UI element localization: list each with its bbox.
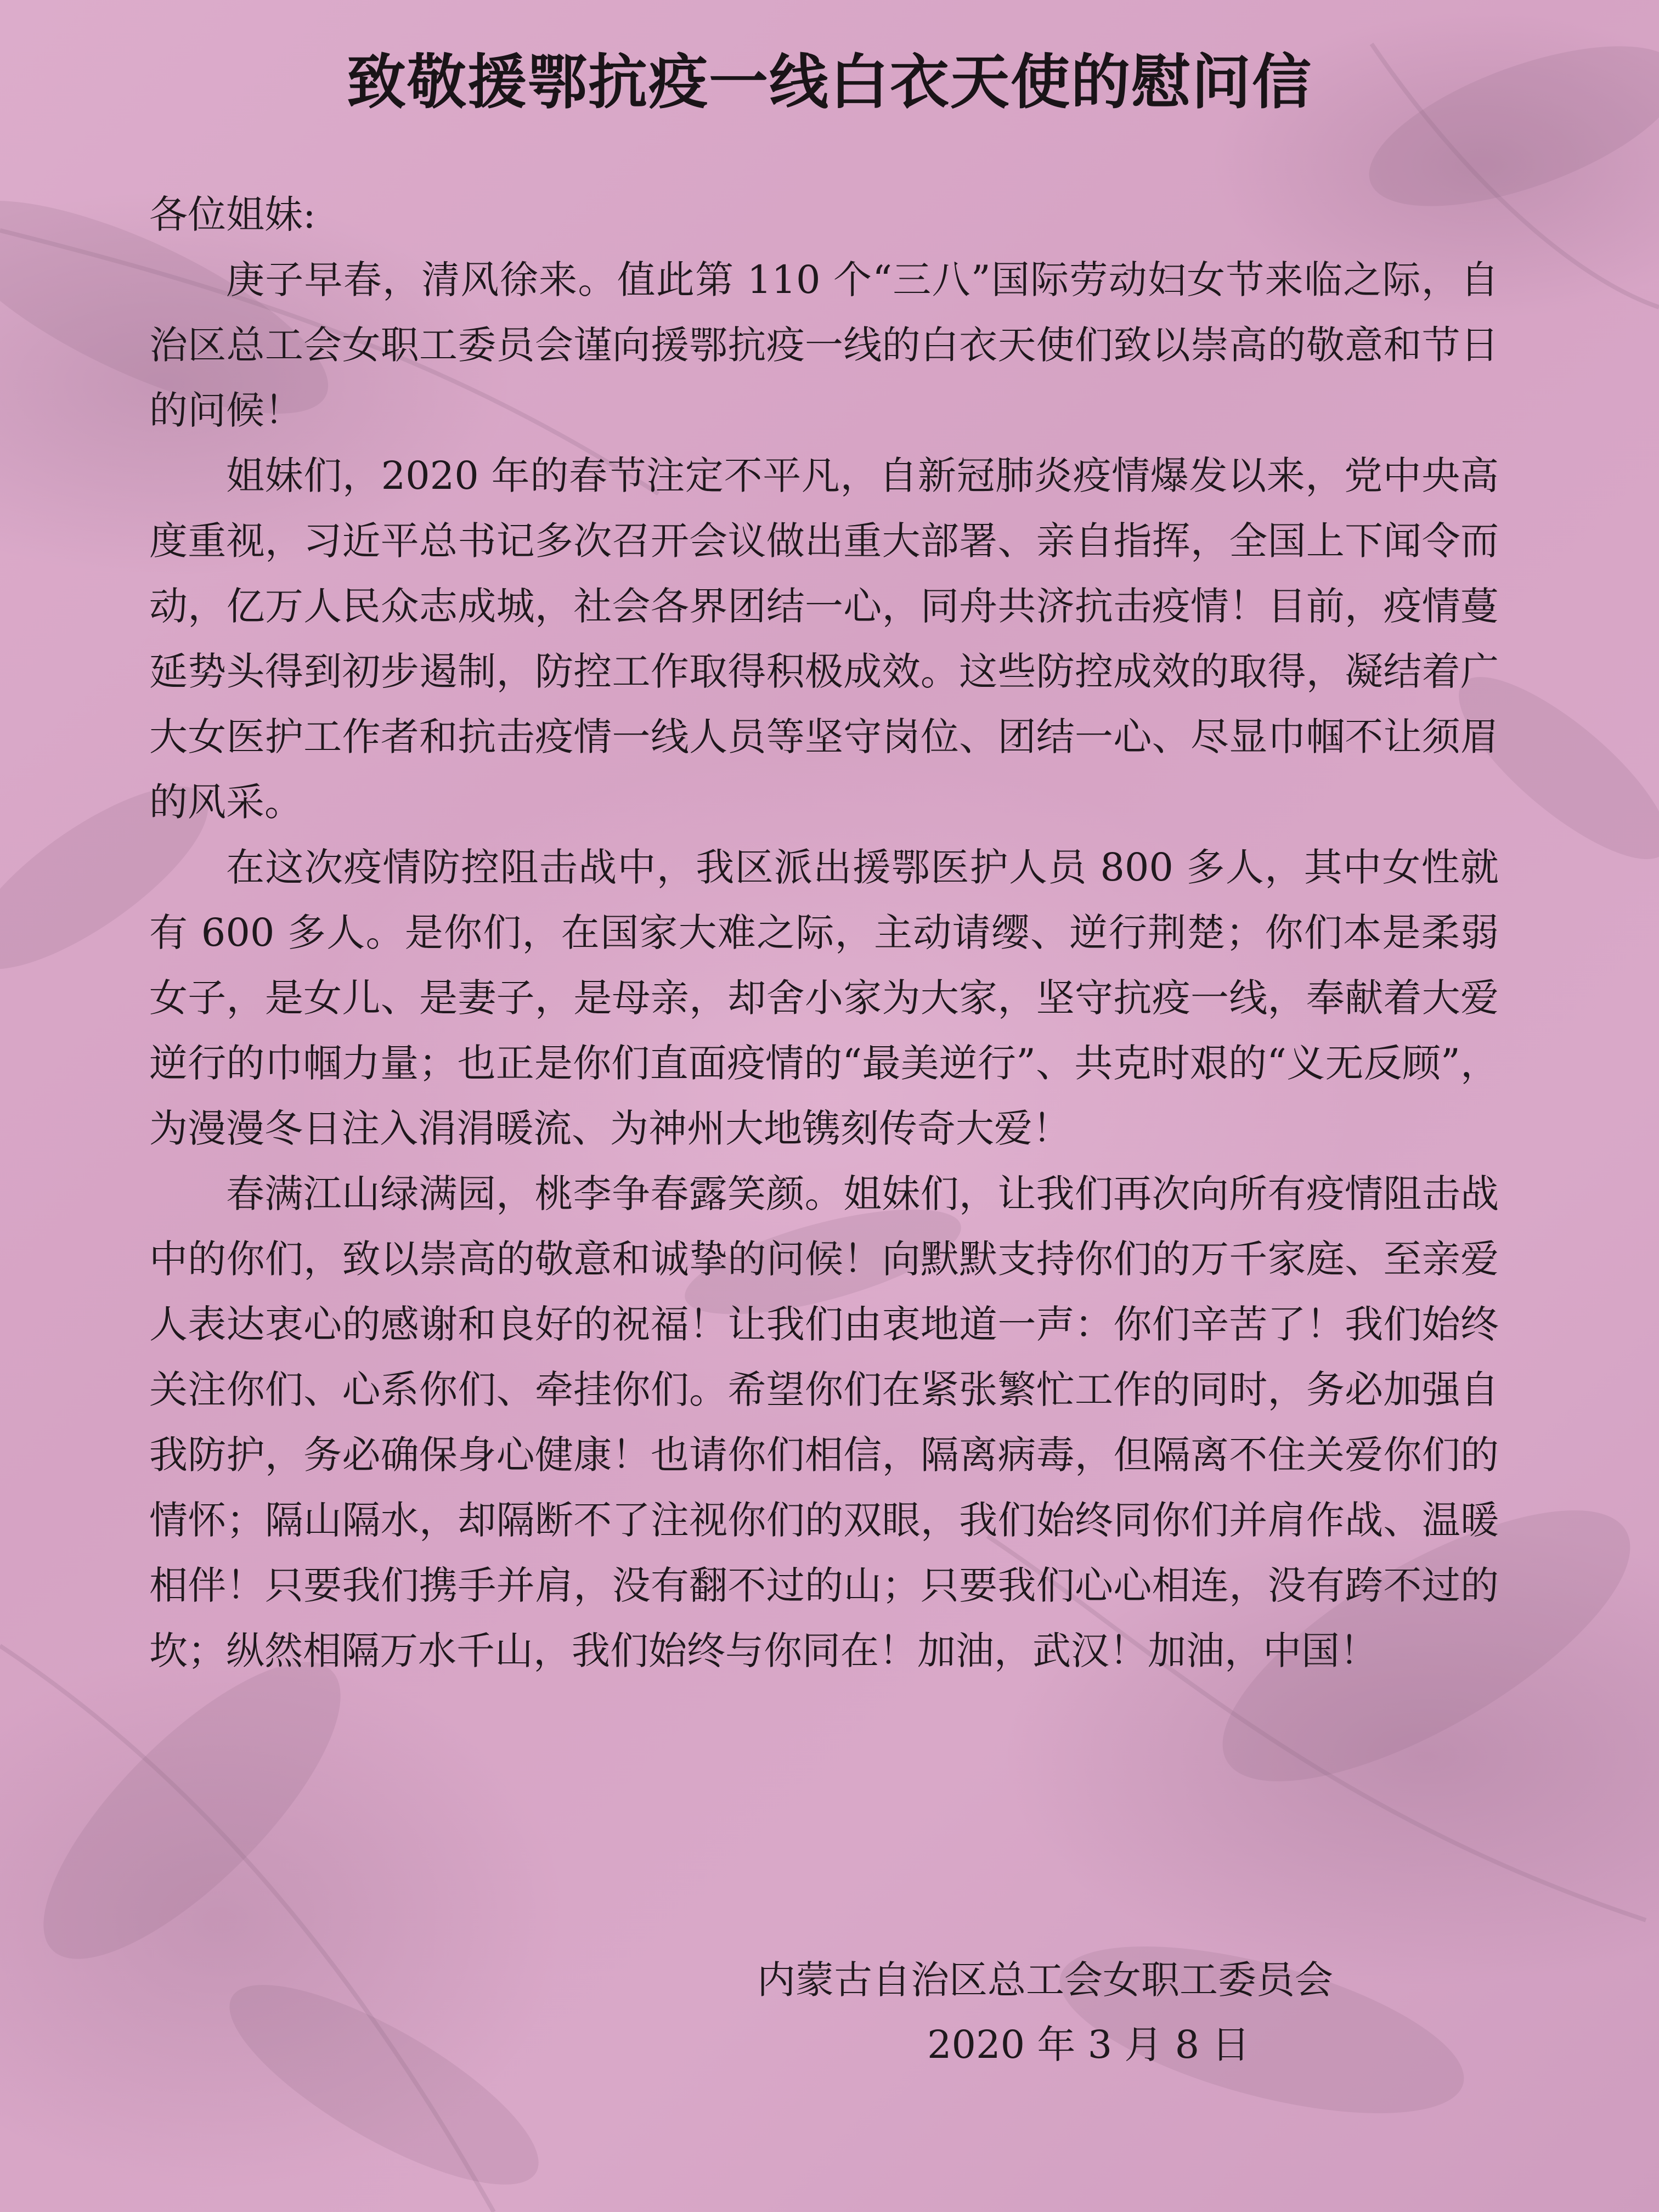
letter-signature: [757, 1948, 1470, 2077]
letter-paragraph-4: 春满江山绿满园，桃李争春露笑颜。姐妹们，让我们再次向所有疫情阻击战中的你们，致以崇高的敬意和诚挚的问候！向默默支持你们的万千家庭、至亲爱人表达衷心的感谢和良好的祝福！让我们由衷地道一声：你们辛苦了！我们始终关注你们、心系你们、牵挂你们。希望你们在紧张繁忙工作的同时，务必加强自我防护，务必确保身心健康！也请你们相信，隔离病毒，但隔离不住关爱你们的情怀；隔山隔水，却隔断不了注视你们的双眼，我们始终同你们并肩作战、温暖相伴！只要我们携手并肩，没有翻不过的山；只要我们心心相连，没有跨不过的坎；纵然相隔万水千山，我们始终与你同在！加油，武汉！加油，中国！: [149, 1171, 1499, 1673]
letter-body: [149, 182, 1499, 1684]
letter-paragraph-3: 在这次疫情防控阻击战中，我区派出援鄂医护人员 800 多人，其中女性就有 600 多人。是你们，在国家大难之际，主动请缨、逆行荆楚；你们本是柔弱女子，是女儿、是妻子，是母亲，却舍小家为大家，坚守抗疫一线，奉献着大爱逆行的巾帼力量；也正是你们直面疫情的“最美逆行”、共克时艰的“义无反顾”，为漫漫冬日注入涓涓暖流、为神州大地镌刻传奇大爱！: [149, 845, 1499, 1151]
letter-paragraph-2: 姐妹们，2020 年的春节注定不平凡，自新冠肺炎疫情爆发以来，党中央高度重视，习近平总书记多次召开会议做出重大部署、亲自指挥，全国上下闻令而动，亿万人民众志成城，社会各界团结一心，同舟共济抗击疫情！目前，疫情蔓延势头得到初步遏制，防控工作取得积极成效。这些防控成效的取得，凝结着广大女医护工作者和抗击疫情一线人员等坚守岗位、团结一心、尽显巾帼不让须眉的风采。: [149, 453, 1499, 825]
letter-title: 致敬援鄂抗疫一线白衣天使的慰问信: [346, 48, 1312, 117]
signature-organization: 内蒙古自治区总工会女职工委员会: [757, 1957, 1333, 2002]
signature-date: 2020 年 3 月 8 日: [927, 2022, 1250, 2067]
letter-paragraph-1: 庚子早春，清风徐来。值此第 110 个“三八”国际劳动妇女节来临之际，自治区总工会女职工委员会谨向援鄂抗疫一线的白衣天使们致以崇高的敬意和节日的问候！: [149, 257, 1499, 433]
letter-salutation: 各位姐妹:: [149, 192, 316, 237]
